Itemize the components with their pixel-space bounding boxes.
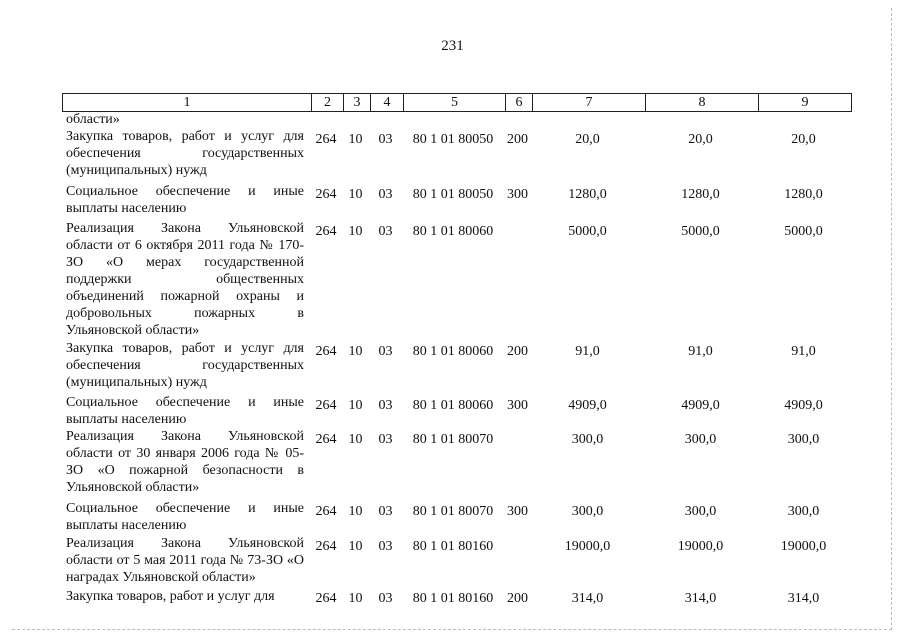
cell-c9: 1280,0 (784, 187, 823, 202)
cell-c8: 314,0 (684, 591, 717, 606)
cell-c3: 10 (348, 398, 363, 413)
cell-c4: 03 (378, 187, 393, 202)
table-row (62, 183, 852, 217)
cell-c2: 264 (315, 187, 337, 202)
row-description: Социальное обеспечение и иные выплаты населению (66, 184, 304, 216)
cell-c7: 1280,0 (568, 187, 607, 202)
header-col-6: 6 (505, 94, 532, 111)
cell-c4: 03 (378, 591, 393, 606)
row-description: Реализация Закона Ульяновской области от 5 мая 2011 года № 73-ЗО «О наградах Ульяновской области» (66, 536, 304, 585)
cell-c3: 10 (348, 224, 363, 239)
cell-c5: 80 1 01 80050 (412, 132, 494, 147)
cell-c2: 264 (315, 224, 337, 239)
cell-c3: 10 (348, 591, 363, 606)
cell-c7: 300,0 (571, 432, 604, 447)
table-row (62, 535, 852, 586)
cell-c6: 200 (507, 344, 528, 359)
cell-c8: 19000,0 (677, 539, 724, 554)
cell-c2: 264 (315, 344, 337, 359)
header-col-1: 1 (183, 95, 191, 110)
cell-c8: 1280,0 (681, 187, 720, 202)
cell-c5: 80 1 01 80050 (412, 187, 494, 202)
cell-c9: 20,0 (791, 132, 816, 147)
cell-c6: 300 (507, 504, 528, 519)
table-row (62, 500, 852, 534)
header-col-4: 4 (370, 94, 403, 111)
row-description: Закупка товаров, работ и услуг для обеспечения государственных (муниципальных) нужд (66, 341, 304, 390)
cell-c4: 03 (378, 539, 393, 554)
page-number: 231 (441, 38, 464, 54)
cell-c8: 300,0 (684, 504, 717, 519)
cell-c2: 264 (315, 398, 337, 413)
cell-c2: 264 (315, 539, 337, 554)
cell-c5: 80 1 01 80060 (412, 224, 494, 239)
cell-c9: 19000,0 (780, 539, 827, 554)
cell-c5: 80 1 01 80160 (412, 591, 494, 606)
cell-c7: 91,0 (575, 344, 600, 359)
cell-c9: 300,0 (787, 504, 820, 519)
cell-c3: 10 (348, 539, 363, 554)
cell-c3: 10 (348, 187, 363, 202)
header-col-2: 2 (311, 94, 343, 111)
cell-c8: 5000,0 (681, 224, 720, 239)
cell-c6: 200 (507, 591, 528, 606)
cell-c7: 20,0 (575, 132, 600, 147)
cell-c3: 10 (348, 504, 363, 519)
continuation-text: области» (66, 112, 120, 127)
cell-c5: 80 1 01 80070 (412, 432, 494, 447)
cell-c7: 5000,0 (568, 224, 607, 239)
cell-c3: 10 (348, 344, 363, 359)
cell-c2: 264 (315, 591, 337, 606)
table-row (62, 220, 852, 339)
cell-c7: 300,0 (571, 504, 604, 519)
cell-c6: 300 (507, 187, 528, 202)
table-body (62, 128, 852, 605)
cell-c5: 80 1 01 80060 (412, 398, 494, 413)
cell-c7: 19000,0 (564, 539, 611, 554)
cell-c6: 200 (507, 132, 528, 147)
header-col-9: 9 (758, 94, 851, 111)
table-row (62, 340, 852, 391)
row-description: Закупка товаров, работ и услуг для обеспечения государственных (муниципальных) нужд (66, 129, 304, 178)
row-description: Социальное обеспечение и иные выплаты населению (66, 395, 304, 427)
cell-c9: 300,0 (787, 432, 820, 447)
cell-c7: 4909,0 (568, 398, 607, 413)
cell-c9: 4909,0 (784, 398, 823, 413)
table-row (62, 128, 852, 179)
cell-c4: 03 (378, 132, 393, 147)
table-row (62, 588, 852, 605)
cell-c8: 4909,0 (681, 398, 720, 413)
cell-c9: 91,0 (791, 344, 816, 359)
cell-c3: 10 (348, 132, 363, 147)
cell-c2: 264 (315, 504, 337, 519)
row-description: Реализация Закона Ульяновской области от 30 января 2006 года № 05-ЗО «О пожарной безопасности в Ульяновской области» (66, 429, 304, 495)
cell-c8: 300,0 (684, 432, 717, 447)
cell-c4: 03 (378, 224, 393, 239)
cell-c6: 300 (507, 398, 528, 413)
table-row (62, 428, 852, 496)
row-description: Реализация Закона Ульяновской области от 6 октября 2011 года № 170-ЗО «О мерах государственной поддержки общественных объединений пожарной охраны и добровольных пожарных в Ульяновской области» (66, 221, 304, 338)
cell-c8: 91,0 (688, 344, 713, 359)
header-col-5: 5 (403, 94, 505, 111)
cell-c8: 20,0 (688, 132, 713, 147)
cell-c4: 03 (378, 344, 393, 359)
cell-c5: 80 1 01 80070 (412, 504, 494, 519)
cell-c2: 264 (315, 132, 337, 147)
cell-c5: 80 1 01 80160 (412, 539, 494, 554)
cell-c4: 03 (378, 504, 393, 519)
cell-c3: 10 (348, 432, 363, 447)
cell-c5: 80 1 01 80060 (412, 344, 494, 359)
cell-c9: 314,0 (787, 591, 820, 606)
header-col-7: 7 (532, 94, 645, 111)
cell-c9: 5000,0 (784, 224, 823, 239)
header-col-3: 3 (343, 94, 370, 111)
row-description: Закупка товаров, работ и услуг для (66, 589, 275, 604)
cell-c4: 03 (378, 398, 393, 413)
cell-c7: 314,0 (571, 591, 604, 606)
budget-table (62, 93, 852, 605)
table-row (62, 394, 852, 428)
header-col-8: 8 (645, 94, 758, 111)
cell-c2: 264 (315, 432, 337, 447)
cell-c4: 03 (378, 432, 393, 447)
row-description: Социальное обеспечение и иные выплаты населению (66, 501, 304, 533)
table-header (62, 93, 852, 112)
